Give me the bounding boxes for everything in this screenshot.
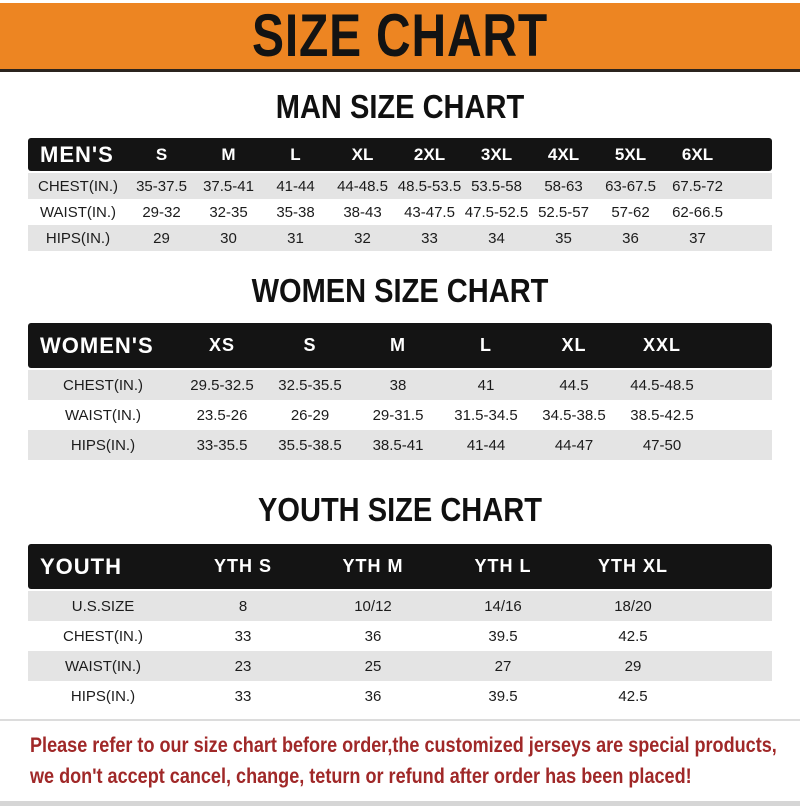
value-cell: 62-66.5 [672, 203, 723, 221]
value-cell: 10/12 [354, 597, 392, 615]
value-cell: 29 [153, 229, 170, 247]
column-header-cell: S [303, 335, 317, 355]
value-cell: 29 [624, 657, 642, 675]
women-size-table [28, 323, 772, 460]
value-cell: 32-35 [209, 203, 248, 221]
row-label-cell: WAIST(IN.) [64, 657, 142, 675]
value-cell: 36 [364, 687, 382, 705]
value-cell: 14/16 [484, 597, 522, 615]
table-row [28, 621, 772, 651]
value-cell: 36 [622, 229, 639, 247]
youth-section-title: YOUTH SIZE CHART [258, 491, 542, 528]
value-cell: 44-48.5 [337, 177, 388, 195]
value-cell: 57-62 [611, 203, 650, 221]
value-cell: 8 [238, 597, 248, 615]
value-cell: 47.5-52.5 [464, 203, 529, 221]
value-cell: 44.5-48.5 [630, 376, 694, 394]
row-label-cell: U.S.SIZE [71, 597, 135, 615]
value-cell: 33 [421, 229, 438, 247]
youth-size-table [28, 544, 772, 711]
column-header-cell: XL [561, 335, 587, 355]
value-cell: 42.5 [618, 687, 648, 705]
value-cell: 33 [234, 687, 252, 705]
column-header-cell: 5XL [614, 144, 647, 164]
women-section [0, 273, 800, 460]
value-cell: 34 [488, 229, 505, 247]
value-cell: 34.5-38.5 [542, 406, 606, 424]
men-section-title: MAN SIZE CHART [275, 88, 525, 125]
value-cell: 38.5-41 [372, 436, 424, 454]
footer-note [0, 719, 800, 806]
value-cell: 33-35.5 [196, 436, 248, 454]
value-cell: 31 [287, 229, 304, 247]
value-cell: 44-47 [554, 436, 594, 454]
value-cell: 58-63 [544, 177, 583, 195]
row-label-cell: CHEST(IN.) [38, 177, 118, 195]
table-row [28, 400, 772, 430]
value-cell: 23 [234, 657, 252, 675]
value-cell: 38.5-42.5 [630, 406, 694, 424]
value-cell: 30 [220, 229, 237, 247]
value-cell: 31.5-34.5 [454, 406, 518, 424]
men-table-header [28, 138, 772, 171]
women-section-title: WOMEN SIZE CHART [251, 272, 549, 309]
row-label-cell: WAIST(IN.) [64, 406, 142, 424]
value-cell: 67.5-72 [672, 177, 723, 195]
value-cell: 52.5-57 [538, 203, 589, 221]
column-header-cell: XL [351, 144, 374, 164]
value-cell: 41-44 [466, 436, 506, 454]
table-row [28, 681, 772, 711]
value-cell: 29.5-32.5 [190, 376, 254, 394]
row-label-cell: HIPS(IN.) [45, 229, 111, 247]
value-cell: 63-67.5 [605, 177, 656, 195]
women-table-corner-label: WOMEN'S [40, 332, 154, 358]
page-title: SIZE CHART [252, 2, 548, 69]
column-header-cell: XXL [642, 335, 681, 355]
value-cell: 36 [364, 627, 382, 645]
value-cell: 35 [555, 229, 572, 247]
table-row [28, 430, 772, 460]
table-row [28, 199, 772, 225]
men-size-table [28, 138, 772, 251]
value-cell: 44.5 [559, 376, 589, 394]
column-header-cell: YTH XL [597, 556, 668, 576]
value-cell: 35-37.5 [136, 177, 187, 195]
youth-table-header [28, 544, 772, 589]
men-table-corner-label: MEN'S [40, 141, 114, 167]
value-cell: 37 [689, 229, 706, 247]
value-cell: 29-31.5 [372, 406, 424, 424]
value-cell: 43-47.5 [404, 203, 455, 221]
column-header-cell: 3XL [480, 144, 513, 164]
value-cell: 39.5 [488, 687, 518, 705]
column-header-cell: L [480, 335, 492, 355]
value-cell: 23.5-26 [196, 406, 248, 424]
table-row [28, 173, 772, 199]
column-header-cell: YTH S [213, 556, 272, 576]
value-cell: 26-29 [290, 406, 330, 424]
value-cell: 47-50 [642, 436, 682, 454]
value-cell: 32.5-35.5 [278, 376, 342, 394]
value-cell: 32 [354, 229, 371, 247]
value-cell: 38 [389, 376, 407, 394]
table-row [28, 591, 772, 621]
value-cell: 53.5-58 [471, 177, 522, 195]
value-cell: 48.5-53.5 [397, 177, 462, 195]
column-header-cell: M [390, 335, 406, 355]
youth-table-corner-label: YOUTH [40, 553, 122, 579]
banner [0, 3, 800, 72]
row-label-cell: WAIST(IN.) [39, 203, 117, 221]
table-row [28, 370, 772, 400]
column-header-cell: M [221, 144, 236, 164]
footer-line1: Please refer to our size chart before order,the customized jerseys are special products, [30, 734, 777, 757]
value-cell: 37.5-41 [203, 177, 254, 195]
size-chart-page [0, 3, 800, 806]
value-cell: 41-44 [276, 177, 315, 195]
men-section [0, 89, 800, 251]
value-cell: 18/20 [614, 597, 652, 615]
value-cell: 27 [494, 657, 512, 675]
column-header-cell: S [155, 144, 168, 164]
row-label-cell: HIPS(IN.) [70, 687, 136, 705]
row-label-cell: CHEST(IN.) [63, 627, 143, 645]
value-cell: 35.5-38.5 [278, 436, 342, 454]
column-header-cell: 6XL [681, 144, 714, 164]
value-cell: 33 [234, 627, 252, 645]
table-row [28, 225, 772, 251]
column-header-cell: L [290, 144, 301, 164]
value-cell: 25 [364, 657, 382, 675]
column-header-cell: 4XL [547, 144, 580, 164]
value-cell: 38-43 [343, 203, 382, 221]
women-table-header [28, 323, 772, 368]
row-label-cell: HIPS(IN.) [70, 436, 136, 454]
column-header-cell: YTH L [474, 556, 532, 576]
column-header-cell: XS [208, 335, 235, 355]
value-cell: 39.5 [488, 627, 518, 645]
value-cell: 35-38 [276, 203, 315, 221]
table-row [28, 651, 772, 681]
value-cell: 29-32 [142, 203, 181, 221]
value-cell: 41 [477, 376, 495, 394]
youth-section [0, 492, 800, 711]
row-label-cell: CHEST(IN.) [63, 376, 143, 394]
column-header-cell: YTH M [342, 556, 404, 576]
footer-line2: we don't accept cancel, change, teturn or refund after order has been placed! [30, 765, 692, 788]
value-cell: 42.5 [618, 627, 648, 645]
column-header-cell: 2XL [413, 144, 446, 164]
